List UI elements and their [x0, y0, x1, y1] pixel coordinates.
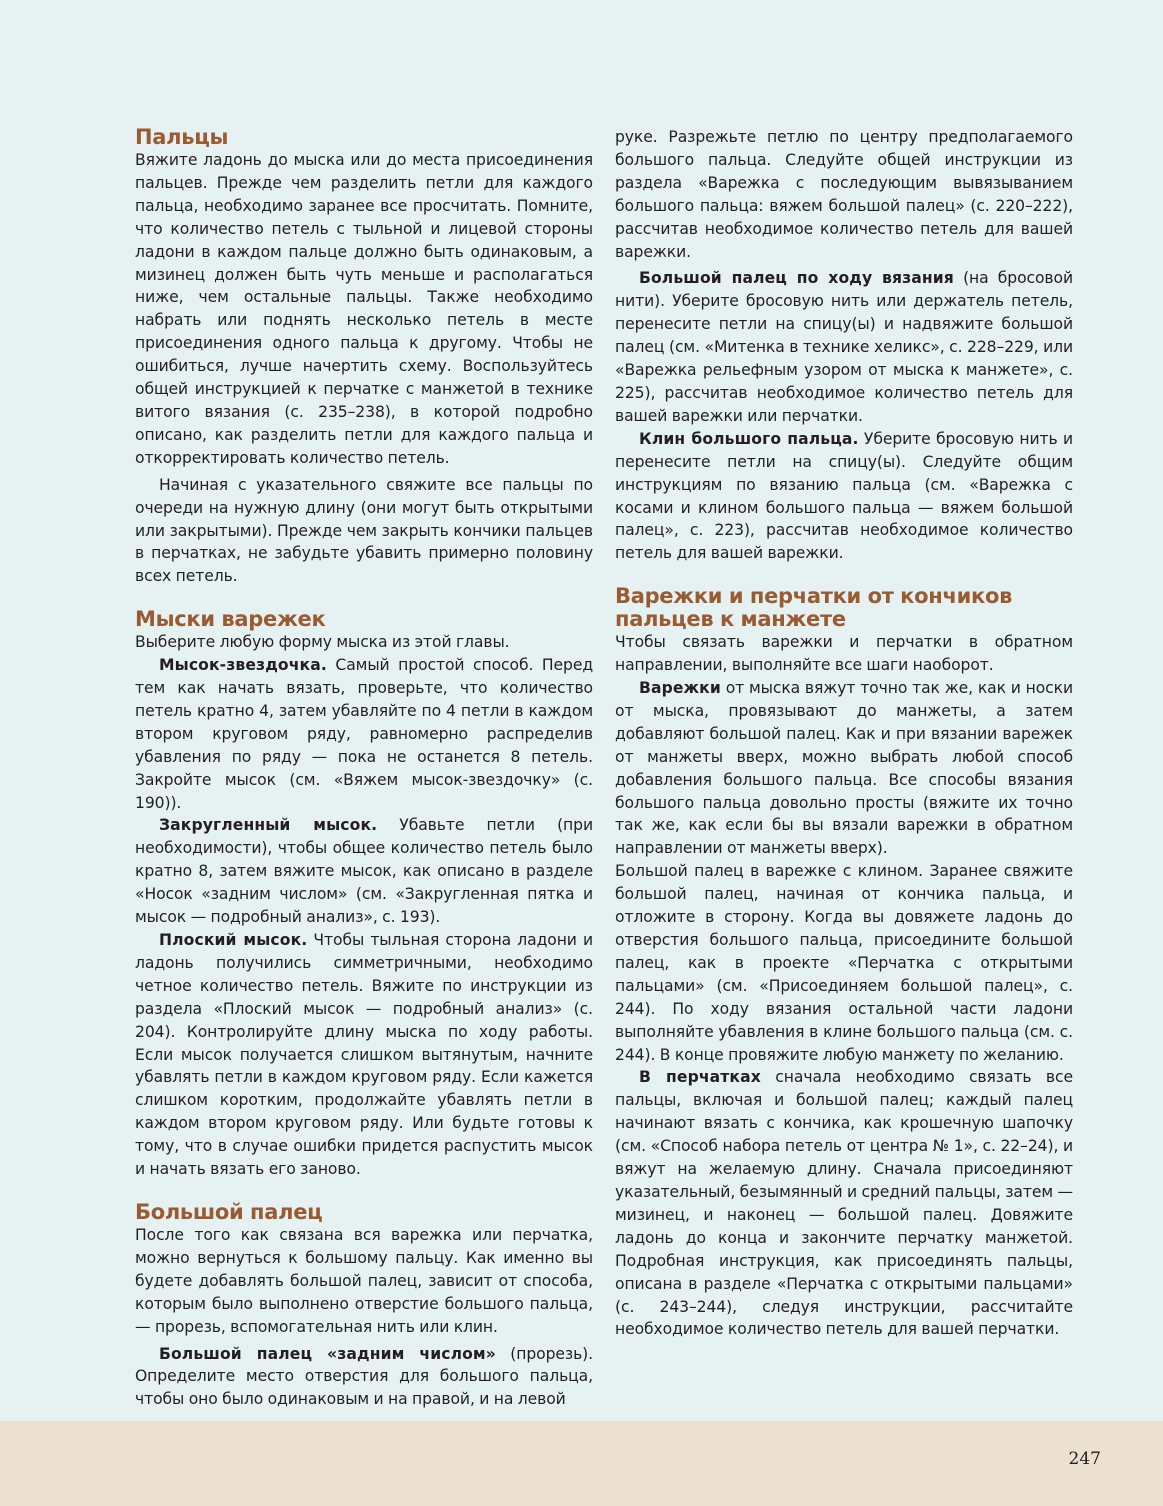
heading-mitten-toes: Мыски варежек	[135, 607, 326, 632]
right-column	[615, 126, 1073, 1341]
paragraph-text: (на бросовой нити). Уберите бросовую нить или держатель петель, перенесите петли на спицу(ы) и надвяжите большой палец (см. «Митенка в технике хеликс», с. 228–229, или «Варежка рельефным узором от мыска к манжете», с. 225), рассчитав необходимое количество петель для вашей варежки или перчатки.	[615, 269, 1073, 425]
heading-tips-to-cuff: Варежки и перчатки от кончиков пальцев к манжете	[615, 584, 1013, 632]
bold-term: Плоский мысок.	[159, 931, 308, 949]
paragraph: Вяжите ладонь до мыска или до места присоединения пальцев. Прежде чем разделить петли для каждого пальца, необходимо заранее все просчитать. Помните, что количество петель с тыльной и лицевой стороны ладони в каждом пальце должно быть одинаковым, а мизинец должен быть чуть меньше и располагаться ниже, чем остальные пальцы. Также необходимо набрать или поднять несколько петель в месте присоединения одного пальца к другому. Чтобы не ошибиться, лучше начертить схему. Воспользуйтесь общей инструкцией к перчатке с манжетой в технике витого вязания (с. 235–238), в которой подробно описано, как разделить петли для каждого пальца и откорректировать количество петель.	[135, 151, 593, 467]
paragraph	[135, 929, 593, 1181]
left-column	[135, 126, 593, 1411]
heading-fingers: Пальцы	[135, 125, 229, 149]
paragraph	[615, 1066, 1073, 1341]
paragraph: руке. Разрежьте петлю по центру предполагаемого большого пальца. Следуйте общей инструкции из раздела «Варежка с последующим вывязыванием большого пальца: вяжем большой палец» (с. 220–222), рассчитав необходимое количество петель для вашей варежки.	[615, 128, 1073, 261]
paragraph	[135, 814, 593, 929]
paragraph	[135, 654, 593, 814]
page-number: 247	[1068, 1449, 1101, 1469]
paragraph: Большой палец в варежке с клином. Заранее свяжите большой палец, начиная от кончика пальца, и отложите в сторону. Когда вы довяжете ладонь до отверстия большого пальца, присоедините большой палец, как в проекте «Перчатка с открытыми пальцами» (см. «Присоединяем большой палец», с. 244). По ходу вязания остальной части ладони выполняйте убавления в клине большого пальца (см. с. 244). В конце провяжите любую манжету по желанию.	[615, 862, 1073, 1064]
paragraph	[615, 677, 1073, 860]
paragraph-text: (прорезь). Определите место отверстия для большого пальца, чтобы оно было одинаковым и на правой, и на левой	[135, 1344, 593, 1409]
paragraph: Выберите любую форму мыска из этой главы.	[135, 633, 510, 652]
footer-band	[0, 1421, 1163, 1506]
paragraph-text: Самый простой способ. Перед тем как начать вязать, проверьте, что количество петель кратно 4, затем убавляйте по 4 петли в каждом втором круговом ряду, равномерно распределив убавления по ряду — пока не останется 8 петель. Закройте мысок (см. «Вяжем мысок-звездочку» (с. 190)).	[135, 656, 593, 812]
paragraph-text: сначала необходимо связать все пальцы, включая и большой палец; каждый палец начинают вязать с кончика, как крошечную шапочку (см. «Способ набора петель от центра № 1», с. 22–24), и вяжут на желаемую длину. Сначала присоединяют указательный, безымянный и средний пальцы, затем — мизинец, и наконец — большой палец. Довяжите ладонь до конца и закончите перчатку манжетой. Подробная инструкция, как присоединять пальцы, описана в разделе «Перчатка с открытыми пальцами» (с. 243–244), следуя инструкции, рассчитайте необходимое количество петель для вашей перчатки.	[615, 1068, 1073, 1339]
bold-term: В перчатках	[639, 1068, 761, 1087]
bold-term: Мысок-звездочка.	[159, 656, 327, 675]
paragraph-text: от мыска вяжут точно так же, как и носки от мыска, провязывают до манжеты, а затем добавляют большой палец. Как и при вязании варежек от манжеты вверх, можно выбрать любой способ добавления большого пальца. Все способы вязания большого пальца довольно просты (вяжите их точно так же, как если бы вы вязали варежки в обратном направлении от манжеты вверх).	[615, 679, 1073, 858]
paragraph: Начиная с указательного свяжите все пальцы по очереди на нужную длину (они могут быть открытыми или закрытыми). Прежде чем закрыть кончики пальцев в перчатках, не забудьте убавить примерно половину всех петель.	[135, 475, 593, 586]
paragraph-text: Убавьте петли (при необходимости), чтобы общее количество петель было кратно 8, затем вяжите мысок, как описано в разделе «Носок «задним числом» (см. «Закругленная пятка и мысок — подробный анализ», с. 193).	[135, 816, 593, 927]
bold-term: Клин большого пальца.	[639, 429, 859, 448]
bold-term: Большой палец по ходу вязания	[639, 269, 954, 288]
heading-thumb: Большой палец	[135, 1199, 323, 1224]
paragraph-text: Уберите бросовую нить и перенесите петли на спицу(ы). Следуйте общим инструкциям по вязанию пальца (см. «Варежка с косами и клином большого пальца — вяжем большой палец», с. 223), рассчитав необходимое количество петель для вашей варежки.	[615, 429, 1073, 563]
paragraph: Чтобы связать варежки и перчатки в обратном направлении, выполняйте все шаги наоборот.	[615, 633, 1073, 675]
paragraph: После того как связана вся варежка или перчатка, можно вернуться к большому пальцу. Как именно вы будете добавлять большой палец, зависит от способа, которым было выполнено отверстие большого пальца, — прорезь, вспомогательная нить или клин.	[135, 1225, 593, 1336]
bold-term: Варежки	[639, 679, 721, 698]
bold-term: Закругленный мысок.	[159, 816, 378, 835]
paragraph-text: Чтобы тыльная сторона ладони и ладонь получились симметричными, необходимо четное количество петель. Вяжите по инструкции из раздела «Плоский мысок — подробный анализ» (с. 204). Контролируйте длину мыска по ходу работы. Если мысок получается слишком вытянутым, начните убавлять петли в каждом круговом ряду. Если кажется слишком коротким, продолжайте убавлять петли в каждом втором круговом ряду. Или будьте готовы к тому, что в случае ошибки придется распустить мысок и начать вязать его заново.	[135, 931, 594, 1179]
paragraph	[615, 428, 1073, 565]
bold-term: Большой палец «задним числом»	[159, 1344, 496, 1363]
paragraph	[615, 267, 1073, 427]
paragraph	[135, 1343, 593, 1412]
